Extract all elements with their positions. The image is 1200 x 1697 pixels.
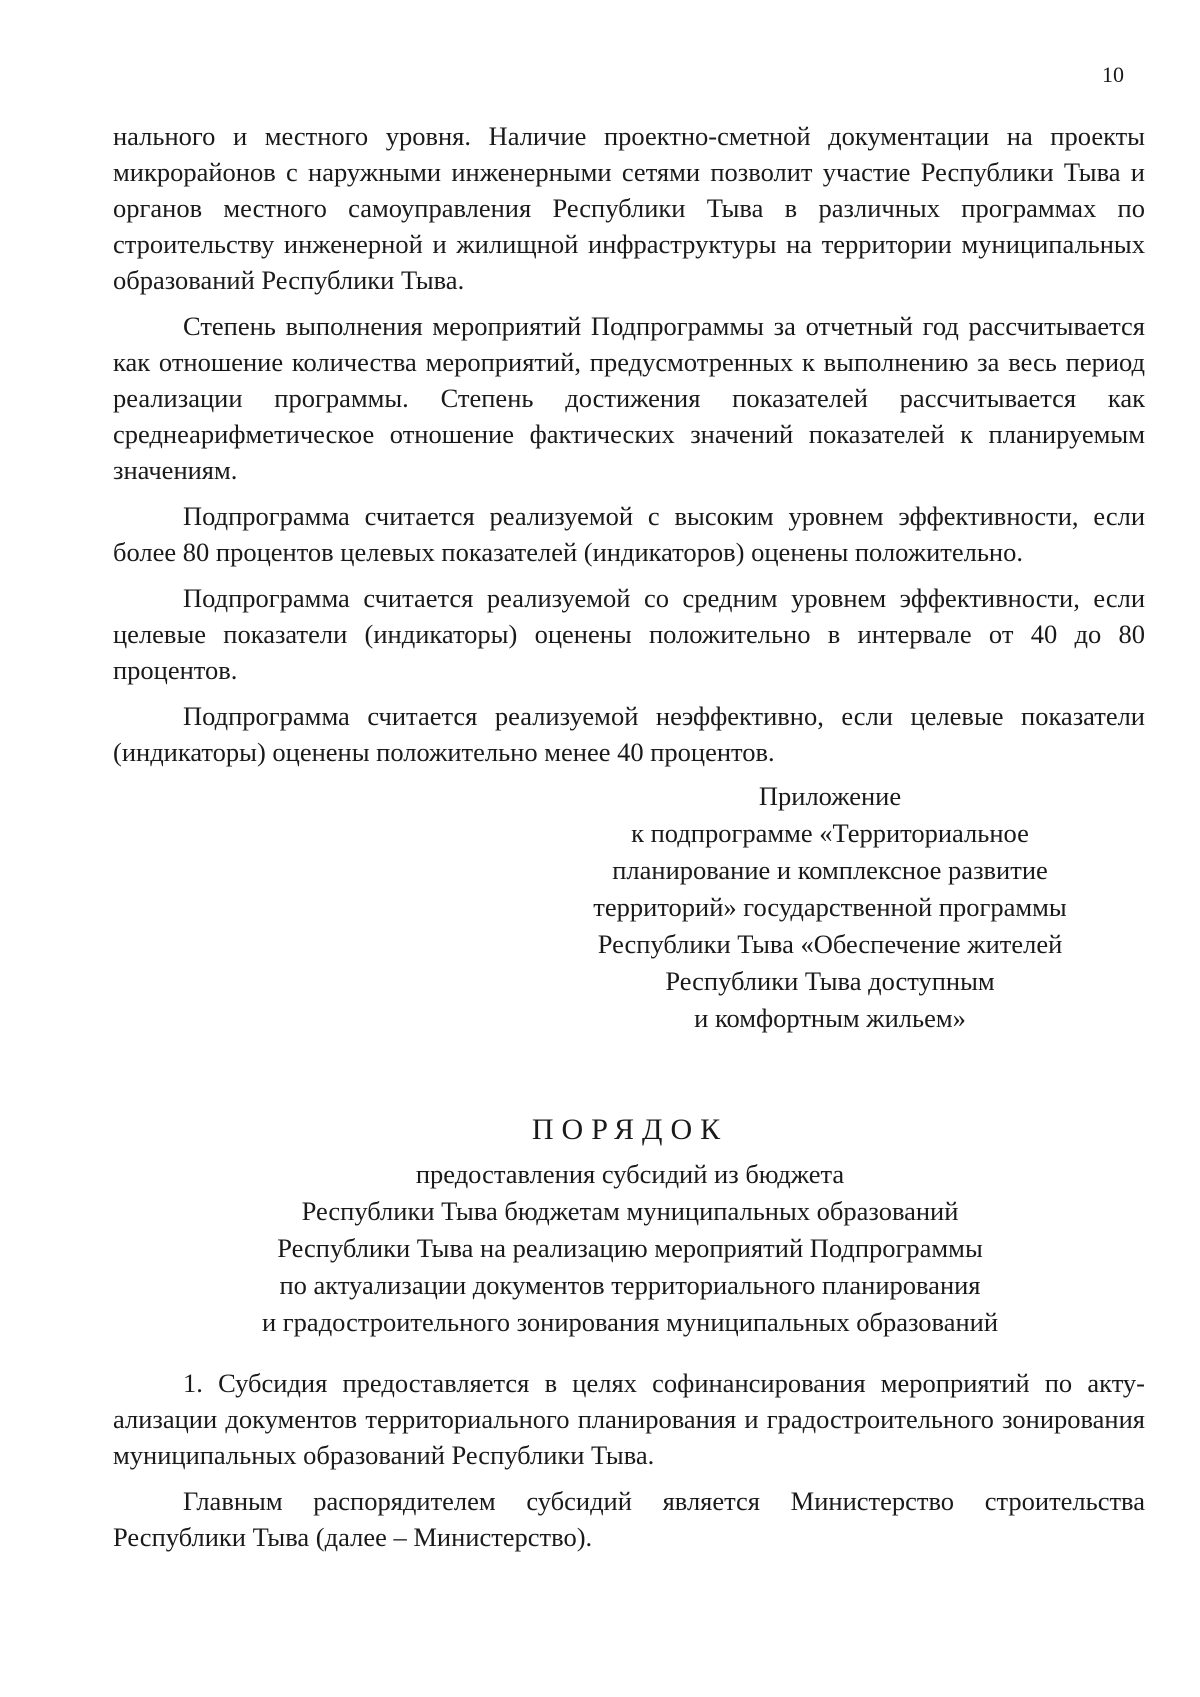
section-text-block (113, 1365, 1145, 1565)
appendix-line: территорий» государственной программы (593, 892, 1067, 922)
order-subtitle-line: Республики Тыва на реализацию мероприятий Подпрограммы (277, 1233, 983, 1263)
order-subtitle-line: по актуализации документов территориального планирования (279, 1270, 981, 1300)
order-subtitle-line: Республики Тыва бюджетам муниципальных образований (301, 1196, 959, 1226)
order-subtitle-line: предоставления субсидий из бюджета (415, 1159, 845, 1189)
appendix-heading (540, 778, 1120, 1037)
paragraph: Подпрограмма считается реализуемой с высоким уровнем эффективности, если более 80 процентов целевых показателей (индикаторов) оценены положительно. (113, 501, 1145, 567)
order-heading (110, 1110, 1150, 1341)
appendix-line: к подпрограмме «Территориальное (631, 818, 1029, 848)
order-subtitle-line: и градостроительного зонирования муниципальных образований (262, 1307, 998, 1337)
appendix-line: Республики Тыва «Обеспечение жителей (597, 929, 1063, 959)
paragraph: 1. Субсидия предоставляется в целях софинансирования мероприятий по актуализации документов территориального планирования и градостроительного зонирования муниципальных образований Республики Тыва. (113, 1368, 1145, 1470)
appendix-line: и комфортным жильем» (694, 1003, 966, 1033)
order-title: ПОРЯДОК (531, 1113, 729, 1146)
paragraph: Подпрограмма считается реализуемой со средним уровнем эффективности, если целевые показатели (индикаторы) оценены положительно в интервале от 40 до 80 процентов. (113, 583, 1145, 685)
page-number: 10 (1102, 62, 1124, 87)
paragraph: Степень выполнения мероприятий Подпрограммы за отчетный год рассчитывается как отношение количества мероприятий, предусмотренных к выполнению за весь период реализации программы. Степень достижения показателей рассчитывается как среднеарифметическое отношение фактических значений показателей к планируемым значениям. (113, 311, 1145, 485)
appendix-line: Приложение (758, 781, 902, 811)
paragraph: Главным распорядителем субсидий является Министерство строительства Республики Тыва (далее – Министерство). (113, 1486, 1145, 1552)
paragraph: Подпрограмма считается реализуемой неэффективно, если целевые показатели (индикаторы) оценены положительно менее 40 процентов. (113, 701, 1145, 767)
paragraph: нального и местного уровня. Наличие проектно-сметной документации на проекты микрорайонов с наружными инженерными сетями позволит участие Республики Тыва и органов местного самоуправления Республики Тыва в различных программах по строительству инженерной и жилищной инфраструктуры на территории муниципальных образований Республики Тыва. (113, 121, 1145, 295)
intro-text-block (113, 118, 1145, 780)
appendix-line: планирование и комплексное развитие (612, 855, 1048, 885)
appendix-line: Республики Тыва доступным (665, 966, 995, 996)
